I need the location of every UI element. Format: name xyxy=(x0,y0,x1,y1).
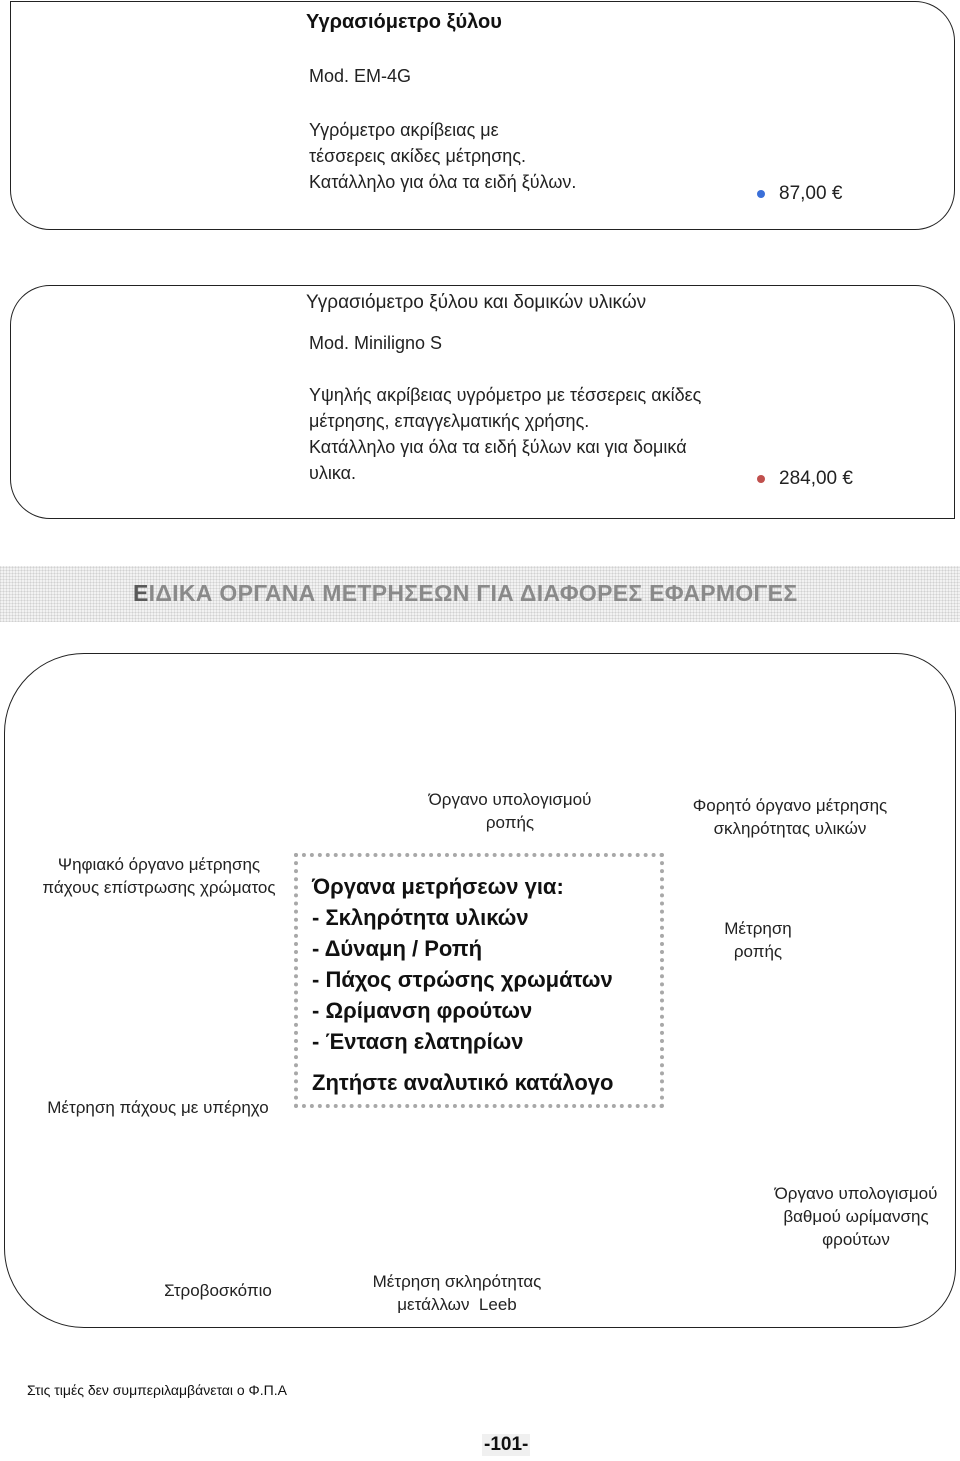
product-model: Mod. EM-4G xyxy=(309,66,412,86)
description-line: Κατάλληλο για όλα τα ειδή ξύλων και για δομικά xyxy=(309,437,687,457)
catalog-request-text: Ζητήστε αναλυτικό κατάλογο xyxy=(312,1070,614,1095)
price-value: 87,00 € xyxy=(779,183,843,204)
caption-coating-thickness: Ψηφιακό όργανο μέτρησης πάχους επίστρωσης χρώματος xyxy=(42,855,276,897)
callout-line: Όργανα μετρήσεων για: xyxy=(312,874,564,899)
description-line: Υγρόμετρο ακρίβειας με xyxy=(309,120,499,140)
caption-stroboscope: Στροβοσκόπιο xyxy=(164,1281,272,1300)
callout-line: - Σκληρότητα υλικών xyxy=(312,905,529,930)
callout-line: - Ωρίμανση φρούτων xyxy=(312,998,533,1023)
product-description xyxy=(309,382,701,486)
caption-fruit-ripeness: Όργανο υπολογισμού βαθμού ωρίμανσης φρούτων xyxy=(774,1184,938,1249)
section-banner xyxy=(0,566,960,622)
description-line: Κατάλληλο για όλα τα ειδή ξύλων. xyxy=(309,172,577,192)
callout-line: - Ένταση ελατηρίων xyxy=(312,1029,524,1054)
caption-ultrasonic-thickness: Μέτρηση πάχους με υπέρηχο xyxy=(47,1098,269,1117)
product-price xyxy=(757,468,853,490)
catalog-callout xyxy=(294,853,664,1108)
product-price xyxy=(757,183,842,205)
vat-footnote: Στις τιμές δεν συμπεριλαμβάνεται ο Φ.Π.Α xyxy=(27,1382,287,1398)
page-number: -101- xyxy=(484,1434,529,1455)
description-line: μέτρησης, επαγγελματικής χρήσης. xyxy=(309,411,590,431)
section-heading: ΕΙΔΙΚΑ ΟΡΓΑΝΑ ΜΕΤΡΗΣΕΩΝ ΓΙΑ ΔΙΑΦΟΡΕΣ ΕΦΑΡΜΟΓΕΣ xyxy=(133,580,798,606)
description-line: υλικα. xyxy=(309,463,357,483)
bullet-icon xyxy=(757,475,765,483)
caption-torque-calculator: Όργανο υπολογισμού ροπής xyxy=(428,790,592,832)
callout-line: - Δύναμη / Ροπή xyxy=(312,936,483,961)
product-description xyxy=(309,117,576,195)
description-line: Υψηλής ακρίβειας υγρόμετρο με τέσσερεις ακίδες xyxy=(309,385,702,405)
bullet-icon xyxy=(757,190,765,198)
product-model: Mod. Miniligno S xyxy=(309,333,443,353)
description-line: τέσσερεις ακίδες μέτρησης. xyxy=(309,146,526,166)
caption-portable-hardness: Φορητό όργανο μέτρησης σκληρότητας υλικών xyxy=(692,796,888,838)
price-value: 284,00 € xyxy=(779,468,853,489)
callout-line: - Πάχος στρώσης χρωμάτων xyxy=(312,967,613,992)
product-title: Υγρασιόμετρο ξύλου xyxy=(306,11,502,33)
caption-leeb-hardness: Μέτρηση σκληρότητας μετάλλων Leeb xyxy=(372,1272,542,1314)
product-title: Υγρασιόμετρο ξύλου και δομικών υλικών xyxy=(306,292,647,313)
caption-torque-measurement: Μέτρηση ροπής xyxy=(724,919,792,961)
